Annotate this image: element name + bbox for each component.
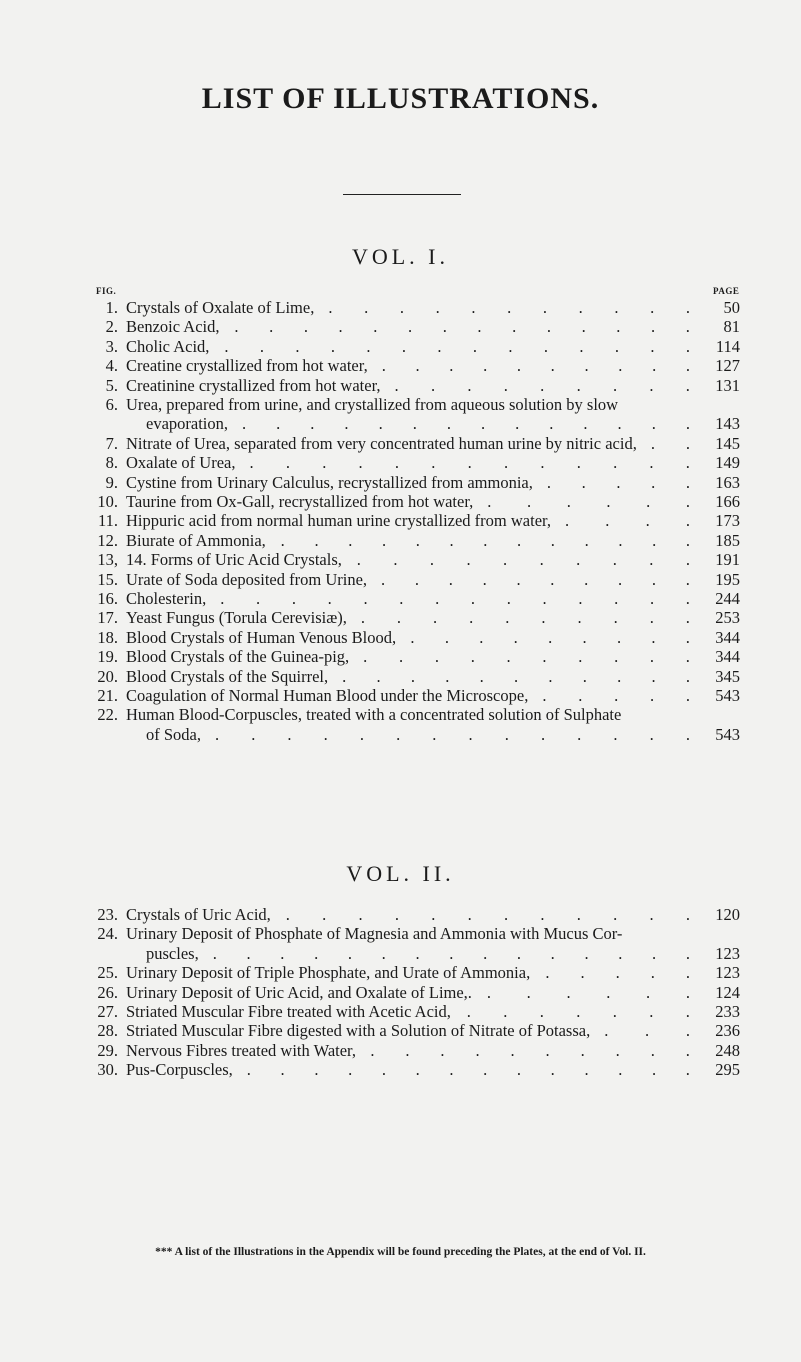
page-number: 191 bbox=[715, 550, 740, 570]
list-item bbox=[0, 356, 801, 375]
caption-line: 14. Forms of Uric Acid Crystals, bbox=[126, 550, 342, 570]
page-number: 131 bbox=[715, 375, 740, 395]
caption-line: of Soda, bbox=[146, 724, 201, 744]
page-number: 195 bbox=[715, 569, 740, 589]
list-item bbox=[0, 570, 801, 589]
page-number: 114 bbox=[715, 336, 740, 356]
figure-number: 13, bbox=[97, 550, 118, 570]
caption-line: Urinary Deposit of Uric Acid, and Oxalate of Lime,. bbox=[126, 982, 472, 1002]
page-number: 236 bbox=[715, 1021, 740, 1041]
figure-number: 11. bbox=[97, 511, 118, 531]
dot-leader: . . . . . . . . . . bbox=[360, 608, 690, 628]
page-number: 253 bbox=[715, 608, 740, 628]
page-number: 50 bbox=[723, 298, 740, 317]
figure-number: 18. bbox=[97, 627, 118, 647]
caption-line: Urate of Soda deposited from Urine, bbox=[126, 569, 368, 589]
dot-leader: . . . . . . bbox=[486, 982, 690, 1002]
figure-number: 12. bbox=[97, 530, 118, 550]
dot-leader: . . . . . . . . . . bbox=[381, 356, 690, 376]
list-item bbox=[0, 337, 801, 356]
caption-line: Urea, prepared from urine, and crystallized from aqueous solution by slow bbox=[126, 395, 619, 414]
dot-leader: . . . . . . . . . . bbox=[356, 550, 690, 570]
caption-line: Oxalate of Urea, bbox=[126, 453, 236, 473]
caption-line: Urinary Deposit of Triple Phosphate, and Urate of Ammonia, bbox=[126, 963, 531, 983]
caption-line: evaporation, bbox=[146, 414, 229, 434]
caption-line: Pus-Corpuscles, bbox=[126, 1060, 233, 1080]
page-number: 166 bbox=[715, 492, 740, 511]
list-item bbox=[0, 1060, 801, 1079]
page-number: 543 bbox=[715, 724, 740, 744]
dot-leader: . . . . . . . . . . . . . . bbox=[234, 317, 690, 337]
figure-number: 23. bbox=[97, 905, 118, 924]
figure-number: 30. bbox=[97, 1060, 118, 1080]
page-number: 123 bbox=[715, 943, 740, 963]
dot-leader: . . . bbox=[604, 1021, 690, 1041]
page-number: 143 bbox=[715, 414, 740, 434]
dot-leader: . . . . . . . . . . . . . . bbox=[214, 724, 690, 744]
figure-number: 4. bbox=[105, 356, 118, 376]
dot-leader: . . . . . . . . . bbox=[394, 375, 690, 395]
caption-line: Benzoic Acid, bbox=[126, 317, 220, 337]
figure-number: 10. bbox=[97, 492, 118, 511]
caption-line: Crystals of Uric Acid, bbox=[126, 905, 271, 924]
vol-2-heading: VOL. II. bbox=[346, 861, 455, 886]
page-number: 248 bbox=[715, 1040, 740, 1060]
page-number: 233 bbox=[715, 1002, 740, 1021]
list-item bbox=[0, 608, 801, 627]
figure-number: 8. bbox=[105, 453, 118, 473]
caption-line: Striated Muscular Fibre treated with Acetic Acid, bbox=[126, 1002, 451, 1021]
list-item bbox=[0, 434, 801, 453]
list-item bbox=[0, 589, 801, 608]
caption-line: Biurate of Ammonia, bbox=[126, 530, 266, 550]
dot-leader: . . . . . . . . . . . bbox=[342, 666, 690, 686]
dot-leader: . . . . . . . . . . . bbox=[328, 298, 690, 317]
dot-leader: . . . . . bbox=[546, 472, 690, 492]
footnote: *** A list of the Illustrations in the Appendix will be found preceding the Plates, at the end of Vol. II. bbox=[155, 1246, 646, 1258]
dot-leader: . . . . . . . . . . . . . bbox=[249, 453, 690, 473]
figure-number: 17. bbox=[97, 608, 118, 628]
fig-column-label: FIG. bbox=[96, 286, 117, 296]
page-number: 173 bbox=[715, 511, 740, 531]
figure-number: 28. bbox=[97, 1021, 118, 1041]
figure-number: 3. bbox=[105, 336, 118, 356]
caption-line: Hippuric acid from normal human urine crystallized from water, bbox=[126, 511, 551, 531]
caption-line: puscles, bbox=[146, 943, 199, 963]
page-title: LIST OF ILLUSTRATIONS. bbox=[201, 82, 600, 115]
page-number: 295 bbox=[715, 1060, 740, 1080]
list-item bbox=[0, 1041, 801, 1060]
page-number: 163 bbox=[715, 472, 740, 492]
dot-leader: . . . . . . . . . bbox=[410, 627, 690, 647]
list-item bbox=[0, 924, 801, 963]
list-item bbox=[0, 705, 801, 744]
caption-line: Creatine crystallized from hot water, bbox=[126, 356, 368, 376]
figure-number: 2. bbox=[105, 317, 118, 337]
list-item bbox=[0, 905, 801, 924]
list-item bbox=[0, 395, 801, 434]
page-number: 124 bbox=[715, 982, 740, 1002]
dot-leader: . . . . . . . . . . . . . . bbox=[246, 1060, 690, 1080]
list-item bbox=[0, 963, 801, 982]
list-item bbox=[0, 453, 801, 472]
caption-line: Striated Muscular Fibre digested with a Solution of Nitrate of Potassa, bbox=[126, 1021, 591, 1041]
dot-leader: . . . . . . . bbox=[466, 1002, 690, 1021]
caption-line: Nervous Fibres treated with Water, bbox=[126, 1040, 357, 1060]
dot-leader: . . . . . . . . . . . . . . bbox=[242, 414, 690, 434]
page-number: 123 bbox=[715, 963, 740, 983]
page-number: 81 bbox=[723, 317, 740, 337]
caption-line: Cystine from Urinary Calculus, recrystallized from ammonia, bbox=[126, 472, 533, 492]
list-item bbox=[0, 317, 801, 336]
figure-number: 29. bbox=[97, 1040, 118, 1060]
figure-number: 9. bbox=[105, 472, 118, 492]
figure-number: 26. bbox=[97, 982, 118, 1002]
list-item bbox=[0, 531, 801, 550]
caption-line: Cholic Acid, bbox=[126, 336, 210, 356]
page-number: 149 bbox=[715, 453, 740, 473]
caption-line: Nitrate of Urea, separated from very concentrated human urine by nitric acid, bbox=[126, 433, 637, 453]
figure-number: 21. bbox=[97, 686, 118, 705]
caption-line: Urinary Deposit of Phosphate of Magnesia and Ammonia with Mucus Cor- bbox=[126, 924, 623, 944]
figure-number: 1. bbox=[105, 298, 118, 317]
page-number: 127 bbox=[715, 356, 740, 376]
list-item bbox=[0, 983, 801, 1002]
dot-leader: . . . . . . . . . . bbox=[381, 569, 690, 589]
page-number: 120 bbox=[715, 905, 740, 924]
list-item bbox=[0, 1002, 801, 1021]
page-number: 145 bbox=[715, 433, 740, 453]
list-item bbox=[0, 686, 801, 705]
list-item bbox=[0, 511, 801, 530]
list-item bbox=[0, 492, 801, 511]
caption-line: Coagulation of Normal Human Blood under the Microscope, bbox=[126, 686, 529, 705]
title-divider bbox=[343, 194, 461, 195]
dot-leader: . . . . . . . . . . bbox=[370, 1040, 690, 1060]
caption-line: Yeast Fungus (Torula Cerevisiæ), bbox=[126, 608, 347, 628]
list-item bbox=[0, 628, 801, 647]
dot-leader: . . . . . . bbox=[487, 492, 690, 511]
figure-number: 19. bbox=[97, 647, 118, 667]
figure-number: 27. bbox=[97, 1002, 118, 1021]
page-number: 345 bbox=[715, 666, 740, 686]
caption-line: Blood Crystals of the Squirrel, bbox=[126, 666, 329, 686]
dot-leader: . . . . bbox=[564, 511, 690, 531]
list-item bbox=[0, 1021, 801, 1040]
caption-line: Creatinine crystallized from hot water, bbox=[126, 375, 381, 395]
figure-number: 20. bbox=[97, 666, 118, 686]
dot-leader: . . bbox=[650, 433, 690, 453]
page-number: 543 bbox=[715, 686, 740, 705]
dot-leader: . . . . . bbox=[545, 963, 690, 983]
figure-number: 7. bbox=[105, 433, 118, 453]
dot-leader: . . . . . . . . . . bbox=[363, 647, 690, 667]
page-number: 185 bbox=[715, 530, 740, 550]
figure-number: 5. bbox=[105, 375, 118, 395]
figure-number: 15. bbox=[97, 569, 118, 589]
dot-leader: . . . . . . . . . . . . . . bbox=[224, 336, 690, 356]
caption-line: Cholesterin, bbox=[126, 589, 207, 608]
vol-1-heading: VOL. I. bbox=[351, 244, 450, 269]
figure-number: 22. bbox=[97, 705, 118, 725]
page-number: 344 bbox=[715, 627, 740, 647]
page-number: 244 bbox=[715, 589, 740, 608]
dot-leader: . . . . . . . . . . . . bbox=[285, 905, 690, 924]
list-item bbox=[0, 298, 801, 317]
figure-number: 24. bbox=[97, 924, 118, 944]
figure-number: 25. bbox=[97, 963, 118, 983]
list-item bbox=[0, 473, 801, 492]
caption-line: Human Blood-Corpuscles, treated with a concentrated solution of Sulphate bbox=[126, 705, 622, 725]
dot-leader: . . . . . bbox=[542, 686, 690, 705]
list-item bbox=[0, 376, 801, 395]
caption-line: Crystals of Oxalate of Lime, bbox=[126, 298, 315, 317]
dot-leader: . . . . . . . . . . . . . . bbox=[220, 589, 690, 608]
caption-line: Blood Crystals of Human Venous Blood, bbox=[126, 627, 397, 647]
list-item bbox=[0, 647, 801, 666]
caption-line: Blood Crystals of the Guinea-pig, bbox=[126, 647, 350, 667]
caption-line: Taurine from Ox-Gall, recrystallized from hot water, bbox=[126, 492, 474, 511]
dot-leader: . . . . . . . . . . . . . bbox=[280, 530, 690, 550]
figure-number: 16. bbox=[97, 589, 118, 608]
page-column-label: PAGE bbox=[713, 286, 740, 296]
list-item bbox=[0, 550, 801, 569]
list-item bbox=[0, 667, 801, 686]
figure-number: 6. bbox=[105, 395, 118, 414]
dot-leader: . . . . . . . . . . . . . . . bbox=[212, 943, 690, 963]
page-number: 344 bbox=[715, 647, 740, 667]
